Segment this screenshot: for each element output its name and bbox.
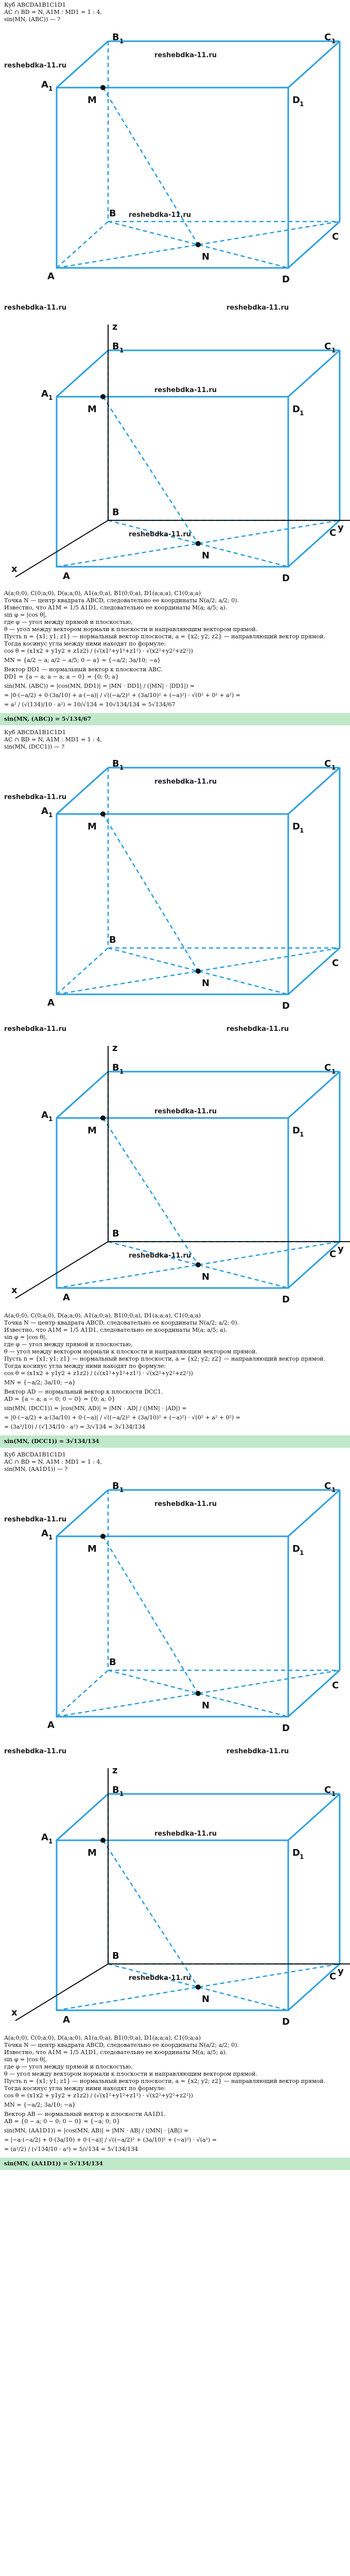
svg-text:1: 1 [331,1790,336,1798]
answer-1: sin(MN, (ABC)) = 5√134/67 [0,713,350,725]
cube-figure-4 [0,1041,350,1309]
watermark: reshebdka-11.ru [226,1748,289,1755]
task2-title: Куб ABCDA1B1C1D1 [4,729,66,736]
label-A: A [47,271,55,282]
task3-given: AC ∩ BD = N, A1M : MD1 = 1 : 4, [4,1459,102,1465]
svg-text:1: 1 [119,347,124,354]
task2-find: sin(MN, (DCC1)) — ? [4,743,65,750]
label-D1: D [292,404,300,415]
svg-text:1: 1 [300,1853,304,1860]
svg-text:D: D [282,1294,290,1305]
svg-text:M: M [87,1544,97,1554]
watermark: reshebdka-11.ru [4,1516,67,1523]
svg-text:B: B [112,1951,119,1961]
watermark: reshebdka-11.ru [4,62,67,70]
task1-title: Куб ABCDA1B1C1D1 [4,2,66,8]
watermark: reshebdka-11.ru [226,1025,289,1033]
svg-text:1: 1 [300,1131,304,1138]
task3-title: Куб ABCDA1B1C1D1 [4,1451,66,1458]
watermark: reshebdka-11.ru [154,778,217,786]
svg-text:1: 1 [48,85,53,92]
svg-text:x: x [11,2007,18,2018]
svg-text:A: A [63,2014,70,2025]
svg-text:1: 1 [300,100,304,108]
svg-text:D: D [282,2016,290,2027]
svg-text:x: x [11,1285,18,1296]
svg-text:1: 1 [119,764,124,771]
svg-text:D: D [292,821,300,832]
cube-figure-2 [0,319,350,587]
svg-text:B: B [112,1785,119,1795]
svg-text:N: N [202,1272,210,1282]
svg-text:y: y [338,1244,344,1255]
task1-find: sin(MN, (ABC)) — ? [4,16,61,23]
answer-3: sin(MN, (AA1D1)) = 5√134/134 [0,2158,350,2170]
svg-text:A: A [41,1832,48,1843]
watermark: reshebdka-11.ru [4,1025,67,1033]
svg-text:1: 1 [48,1838,53,1845]
svg-text:D: D [292,1848,300,1858]
svg-text:D: D [292,1544,300,1554]
svg-text:C: C [324,1062,331,1073]
watermark: reshebdka-11.ru [4,304,67,312]
svg-text:D: D [292,1125,300,1136]
svg-text:1: 1 [119,38,124,45]
label-C: C [329,528,337,538]
svg-text:1: 1 [331,1486,336,1494]
svg-text:1: 1 [331,764,336,771]
svg-text:1: 1 [300,827,304,834]
label-B: B [112,507,119,518]
svg-text:1: 1 [48,394,53,401]
svg-text:M: M [87,1125,97,1136]
label-z: z [112,321,118,332]
watermark: reshebdka-11.ru [154,52,217,59]
label-x: x [11,564,18,574]
svg-text:A: A [41,1110,48,1121]
label-D: D [282,274,290,285]
svg-text:z: z [112,1765,118,1776]
svg-text:N: N [202,1994,210,2005]
svg-text:A: A [47,997,55,1008]
svg-text:C: C [329,1249,337,1260]
watermark: reshebdka-11.ru [154,1108,217,1115]
svg-text:1: 1 [331,38,336,45]
svg-text:B: B [112,1228,119,1239]
watermark: reshebdka-11.ru [154,1500,217,1508]
cube-figure-6 [0,1763,350,2031]
svg-text:1: 1 [48,1115,53,1123]
label-B: B [109,208,116,219]
label-A1: A [41,79,48,90]
label-M: M [87,404,97,415]
svg-text:M: M [87,1848,97,1858]
svg-text:1: 1 [119,1486,124,1494]
svg-text:C: C [324,1785,331,1795]
svg-text:1: 1 [331,347,336,354]
svg-text:B: B [109,1657,116,1668]
svg-text:B: B [112,1481,119,1492]
label-M: M [87,95,97,106]
svg-text:A: A [47,1720,55,1731]
label-A1: A [41,388,48,399]
watermark: reshebdka-11.ru [129,211,191,219]
svg-text:1: 1 [300,1549,304,1556]
svg-text:y: y [338,1966,344,1977]
svg-text:D: D [282,1001,290,1011]
label-D1: D [292,95,300,106]
svg-text:C: C [332,958,339,969]
svg-text:N: N [202,1700,210,1711]
svg-text:D: D [282,1723,290,1734]
watermark: reshebdka-11.ru [154,1830,217,1838]
svg-text:C: C [324,758,331,769]
task3-find: sin(MN, (AA1D1)) — ? [4,1466,68,1472]
label-N: N [202,251,210,262]
watermark: reshebdka-11.ru [129,531,191,538]
svg-text:A: A [41,1528,48,1539]
answer-2: sin(MN, (DCC1)) = 3√134/134 [0,1435,350,1448]
label-C: C [332,231,339,242]
watermark: reshebdka-11.ru [129,1252,191,1260]
svg-text:1: 1 [331,1068,336,1075]
svg-text:1: 1 [300,410,304,417]
svg-text:B: B [112,1062,119,1073]
watermark: reshebdka-11.ru [154,386,217,394]
svg-text:A: A [41,806,48,817]
svg-text:1: 1 [119,1790,124,1798]
svg-text:C: C [329,1971,337,1982]
svg-text:C: C [324,1481,331,1492]
label-y: y [338,522,344,533]
svg-text:C: C [332,1680,339,1691]
svg-text:M: M [87,821,97,832]
svg-text:1: 1 [48,1534,53,1541]
label-N: N [202,550,210,561]
label-A: A [63,571,70,582]
svg-text:N: N [202,978,210,989]
svg-text:1: 1 [119,1068,124,1075]
label-C1: C [324,341,331,352]
svg-text:z: z [112,1043,118,1054]
label-B1: B [112,341,119,352]
svg-text:B: B [112,758,119,769]
watermark: reshebdka-11.ru [4,793,67,801]
watermark: reshebdka-11.ru [226,304,289,312]
label-B1: B [112,32,119,43]
page: Куб ABCDA1B1C1D1 AC ∩ BD = N, A1M : MD1 = 1 : 4, sin(MN, (ABC)) — ? A 1 B 1 C 1 D 1 B C A D M N reshebdka-11.ru reshebdka-11.ru reshebdka-11.ru reshebdka-11.ru reshebdka-11.ru z y x A 1 B 1 C 1 D 1 B C A D M N reshebdka-11.ru reshebdka-11.ru A(a;0;0), C(0;a;0), D(a;a;0), A1(a;0;a), B1(0;0;a), D1(a;a;a), C1(0;a;a) Точка N — центр квадрата ABCD, следовательно ее координаты N(a/2; a/2; 0). Известно, что A1M = 1/5 A1D1, следовательно ее координаты M(a; a/5; a). sin φ = |cos θ|, где φ — угол между прямой и плоскостью, θ — угол между вектором нормали к плоскости и направляющим вектором прямой. Пусть n = {x1; y1; z1} — нормальный вектор плоскости, a = {x2; y2; z2} — направляющий вектор прямой. Тогда косинус угла между ними находят по формуле: cos θ = (x1x2 + y1y2 + z1z2) / (√(x1²+y1²+z1²) · √(x2²+y2²+z2²)) MN = {a/2 − a; a/2 − a/5; 0 − a} = {−a/2; 3a/10; −a} Вектор DD1 — нормальный вектор к плоскости ABC. DD1 = {a − a; a − a; a − 0} = {0; 0; a} sin(MN, (ABC)) = |cos(MN, DD1)| = |MN · DD1| / (|MN| · |DD1|) = = |0·(−a/2) + 0·(3a/10) + a·(−a)| / √((−a/2)² + (3a/10)² + (−a)²) · √(0² + 0² + a²) = = a² / (√(134)/10 · a²) = 10/√134 = 10√134/134 = 5√134/67 sin(MN, (ABC)) = 5√134/67 Куб ABCDA1B1C1D1 AC ∩ BD = N, A1M : MD1 = 1 : 4, sin(MN, (DCC1)) — ? A 1 B 1 C 1 D 1 B C A D M N reshebdka-11.ru reshebdka-11.ru reshebdka-11.ru reshebdka-11.ru z y x A 1 B 1 C 1 D 1 B C A D M N reshebdka-11.ru reshebdka-11.ru A(a;0;0), C(0;a;0), D(a;a;0), A1(a;0;a), B1(0;0;a), D1(a;a;a), C1(0;a;a) Точка N — центр квадрата ABCD, следовательно ее координаты N(a/2; a/2; 0). Известно, что A1M = 1/5 A1D1, следовательно ее координаты M(a; a/5; a). sin φ = |cos θ|, где φ — угол между прямой и плоскостью, θ — угол между вектором нормали к плоскости и направляющим вектором прямой. Пусть n = {x1; y1; z1} — нормальный вектор плоскости, a = {x2; y2; z2} — направляющий вектор прямой. Тогда косинус угла между ними находят по формуле: cos θ = (x1x2 + y1y2 + z1z2) / (√(x1²+y1²+z1²) · √(x2²+y2²+z2²)) MN = {−a/2; 3a/10; −a} Вектор AD — нормальный вектор к плоскости DCC1. AD = {a − a; a − 0; 0 − 0} = {0; a; 0} sin(MN, (DCC1)) = |cos(MN, AD)| = |MN · AD| / (|MN| · |AD|) = = |0·(−a/2) + a·(3a/10) + 0·(−a)| / √((−a/2)² + (3a/10)² + (−a)²) · √(0² + a² + 0²) = = (3a²/10) / (√134/10 · a²) = 3/√134 = 3√134/134 sin(MN, (DCC1)) = 3√134/134 Куб ABCDA1B1C1D1 AC ∩ BD = N, A1M : MD1 = 1 : 4, sin(MN, (AA1D1)) — ? A 1 B 1 C 1 D 1 B C A D M N reshebdka-11.ru reshebdka-11.ru reshebdka-11.ru reshebdka-11.ru z y x A 1 B 1 C 1 D 1 B C A D M N reshebdka-11.ru reshebdka-11.ru A(a;0;0), C(0;a;0), D(a;a;0), A1(a;0;a), B1(0;0;a), D1(a;a;a), C1(0;a;a) Точка N — центр квадрата ABCD, следовательно ее координаты N(a/2; a/2; 0). Известно, что A1M = 1/5 A1D1, следовательно ее координаты M(a; a/5; a). sin φ = |cos θ|, где φ — угол между прямой и плоскостью, θ — угол между вектором нормали к плоскости и направляющим вектором прямой. Пусть n = {x1; y1; z1} — нормальный вектор плоскости, a = {x2; y2; z2} — направляющий вектор прямой. Тогда косинус угла между ними находят по формуле: cos θ = (x1x2 + y1y2 + z1z2) / (√(x1²+y1²+z1²) · √(x2²+y2²+z2²)) MN = {−a/2; 3a/10; −a} Вектор AB — нормальный вектор к плоскости AA1D1. AB = {0 − a; 0 − 0; 0 − 0} = {−a; 0; 0} sin(MN, (AA1D1)) = |cos(MN, AB)| = |MN · AB| / (|MN| · |AB|) = = |−a·(−a/2) + 0·(3a/10) + 0·(−a)| / √((−a/2)² + (3a/10)² + (−a)²) · √(a²) = = (a²/2) / (√134/10 · a²) = 5/√134 = 5√134/134 sin(MN, (AA1D1)) = 5√134/134 [0,0,350,2576]
svg-text:B: B [109,935,116,945]
svg-text:A: A [63,1292,70,1303]
watermark: reshebdka-11.ru [4,1748,67,1755]
svg-text:1: 1 [48,811,53,819]
task2-given: AC ∩ BD = N, A1M : MD1 = 1 : 4, [4,736,102,743]
label-D: D [282,573,290,584]
cube-figure-1 [0,31,350,299]
watermark: reshebdka-11.ru [129,1974,191,1982]
task1-given: AC ∩ BD = N, A1M : MD1 = 1 : 4, [4,9,102,15]
label-C1: C [324,32,331,43]
